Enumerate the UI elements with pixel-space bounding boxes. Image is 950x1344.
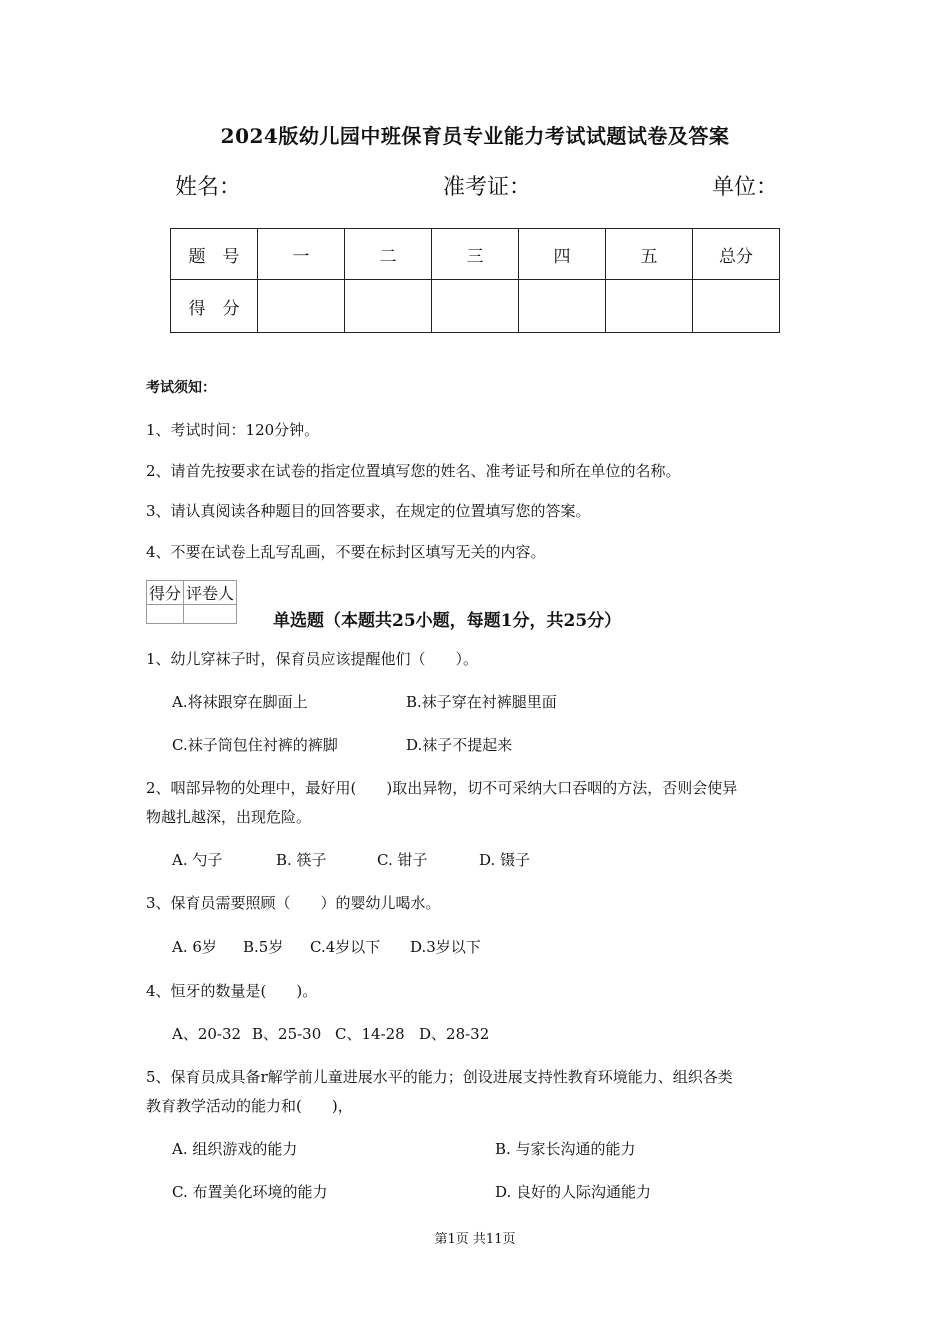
question-option: C. 钳子 [377,851,428,869]
score-table-header-cell: 总分 [693,229,780,280]
grader-score-cell[interactable] [147,605,184,624]
score-table-header-cell: 四 [519,229,606,280]
question-option: B.5岁 [243,938,284,956]
document-title: 2024版幼儿园中班保育员专业能力考试试题试卷及答案 [220,124,730,148]
question-option: B、25-30 [252,1025,322,1043]
question-option: A. 6岁 [172,938,217,956]
question-option: D、28-32 [419,1025,490,1043]
notice-item: 3、请认真阅读各种题目的回答要求，在规定的位置填写您的答案。 [146,502,591,520]
notice-title: 考试须知： [146,380,216,396]
question-stem: 3、保育员需要照顾（ ）的婴幼儿喝水。 [146,894,441,912]
score-cell-3[interactable] [432,280,519,333]
score-table [170,228,780,333]
notice-item: 2、请首先按要求在试卷的指定位置填写您的姓名、准考证号和所在单位的名称。 [146,462,681,480]
notice-item: 1、考试时间：120分钟。 [146,421,320,439]
page-footer: 第1页 共11页 [434,1232,516,1247]
question-stem: 教育教学活动的能力和( )， [146,1097,353,1115]
question-option: D.袜子不提起来 [406,736,513,754]
grader-box [146,580,237,624]
score-cell-1[interactable] [258,280,345,333]
section-title: 单选题（本题共25小题，每题1分，共25分） [273,611,622,631]
score-table-header-cell: 二 [345,229,432,280]
question-option: D. 镊子 [479,851,531,869]
question-stem: 1、幼儿穿袜子时，保育员应该提醒他们（ ）。 [146,650,479,668]
unit-field-label: 单位： [712,175,779,200]
question-option: C.袜子筒包住衬裤的裤脚 [172,736,338,754]
notice-item: 4、不要在试卷上乱写乱画，不要在标封区填写无关的内容。 [146,543,546,561]
score-table-header-cell: 题 号 [171,229,258,280]
score-cell-4[interactable] [519,280,606,333]
question-option: B. 与家长沟通的能力 [495,1140,636,1158]
question-option: B.袜子穿在衬裤腿里面 [406,693,557,711]
score-cell-total[interactable] [693,280,780,333]
score-cell-2[interactable] [345,280,432,333]
score-table-score-row [171,280,780,333]
grader-score-label: 得分 [147,581,184,605]
score-table-header-row [171,229,780,280]
question-option: A、20-32 [172,1025,242,1043]
question-option: A.将袜跟穿在脚面上 [172,693,308,711]
score-table-header-cell: 三 [432,229,519,280]
question-stem: 2、咽部异物的处理中，最好用( )取出异物，切不可采纳大口吞咽的方法，否则会使异 [146,779,738,797]
question-option: C. 布置美化环境的能力 [172,1183,328,1201]
grader-name-label: 评卷人 [184,581,237,605]
exam-id-field-label: 准考证： [443,175,532,200]
grader-box-blank-row [147,605,237,624]
question-option: D.3岁以下 [410,938,481,956]
question-stem: 4、恒牙的数量是( )。 [146,982,318,1000]
question-stem: 5、保育员成具备r解学前儿童进展水平的能力；创设进展支持性教育环境能力、组织各类 [146,1068,733,1086]
question-option: C、14-28 [335,1025,405,1043]
question-option: D. 良好的人际沟通能力 [495,1183,652,1201]
question-option: B. 筷子 [276,851,327,869]
question-option: A. 组织游戏的能力 [172,1140,298,1158]
grader-name-cell[interactable] [184,605,237,624]
question-option: A. 勺子 [172,851,223,869]
question-option: C.4岁以下 [310,938,381,956]
score-table-header-cell: 五 [606,229,693,280]
name-field-label: 姓名： [175,175,242,200]
score-row-label: 得 分 [171,280,258,333]
score-cell-5[interactable] [606,280,693,333]
question-stem: 物越扎越深，出现危险。 [146,808,312,826]
grader-box-header-row [147,581,237,605]
score-table-header-cell: 一 [258,229,345,280]
